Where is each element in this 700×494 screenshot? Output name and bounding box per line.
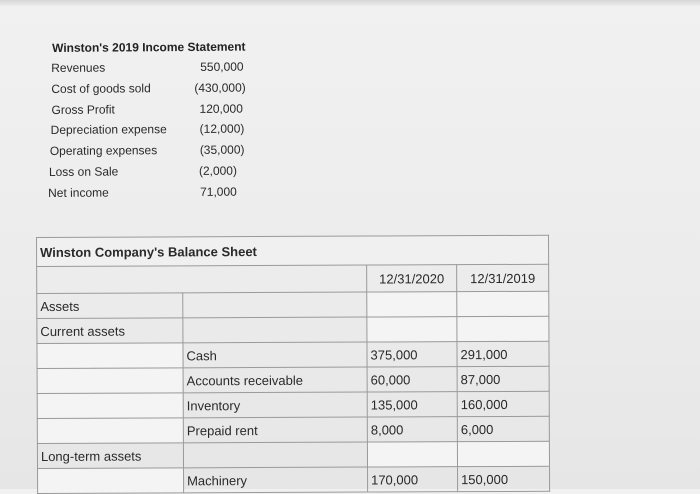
income-row-label: Depreciation expense xyxy=(50,122,167,138)
header-blank-cell xyxy=(37,265,367,293)
line-item-label: Machinery xyxy=(184,467,368,493)
cropped-header-strip xyxy=(0,0,700,6)
balance-sheet-title: Winston Company's Balance Sheet xyxy=(37,235,549,266)
empty-cell xyxy=(37,418,183,444)
income-row-label: Revenues xyxy=(51,60,106,75)
empty-cell xyxy=(183,442,367,468)
empty-cell xyxy=(37,368,183,394)
empty-cell xyxy=(457,291,549,316)
value-2019: 6,000 xyxy=(457,416,549,441)
empty-cell xyxy=(38,468,184,494)
section-label-current-assets: Current assets xyxy=(37,318,183,344)
empty-cell xyxy=(457,441,549,466)
income-row-value: 71,000 xyxy=(200,184,237,199)
income-row-value: (430,000) xyxy=(194,80,246,95)
empty-cell xyxy=(367,442,457,467)
value-2020: 170,000 xyxy=(368,467,458,492)
value-2020: 60,000 xyxy=(367,367,457,392)
line-item-label: Prepaid rent xyxy=(183,417,367,443)
value-2020: 135,000 xyxy=(367,392,457,417)
income-row-value: 120,000 xyxy=(199,101,243,116)
income-row xyxy=(45,119,285,141)
column-header-2020: 12/31/2020 xyxy=(367,265,457,292)
value-2019: 160,000 xyxy=(457,391,549,416)
empty-cell xyxy=(183,292,367,318)
section-label-long-term-assets: Long-term assets xyxy=(37,443,183,469)
empty-cell xyxy=(367,292,457,317)
line-item-label: Inventory xyxy=(183,392,367,418)
income-row-label: Net income xyxy=(48,185,109,200)
income-row xyxy=(45,140,285,162)
value-2019: 150,000 xyxy=(458,466,550,491)
value-2019: 87,000 xyxy=(457,366,549,391)
income-statement-title: Winston's 2019 Income Statement xyxy=(52,39,246,55)
empty-cell xyxy=(37,343,183,369)
income-row xyxy=(44,77,284,99)
income-row xyxy=(44,98,284,120)
income-row-value: (35,000) xyxy=(199,142,245,158)
income-row xyxy=(45,181,285,203)
empty-cell xyxy=(37,393,183,419)
line-item-label: Accounts receivable xyxy=(183,367,367,393)
empty-cell xyxy=(457,316,549,341)
empty-cell xyxy=(183,317,367,343)
section-label-assets: Assets xyxy=(37,293,183,319)
income-row xyxy=(45,160,285,182)
income-row-value: (12,000) xyxy=(199,121,245,137)
income-row-value: (2,000) xyxy=(198,163,238,178)
income-row-value: 550,000 xyxy=(200,59,244,74)
line-item-label: Cash xyxy=(183,342,367,368)
income-row xyxy=(44,56,284,78)
income-row-label: Gross Profit xyxy=(51,102,115,117)
income-row-label: Operating expenses xyxy=(49,143,158,159)
income-row-label: Cost of goods sold xyxy=(51,81,151,96)
balance-sheet-table xyxy=(36,235,550,494)
empty-cell xyxy=(367,317,457,342)
value-2019: 291,000 xyxy=(457,341,549,366)
value-2020: 8,000 xyxy=(367,417,457,442)
value-2020: 375,000 xyxy=(367,342,457,367)
income-statement xyxy=(44,36,285,203)
income-row-label: Loss on Sale xyxy=(48,164,119,179)
column-header-2019: 12/31/2019 xyxy=(457,264,549,291)
